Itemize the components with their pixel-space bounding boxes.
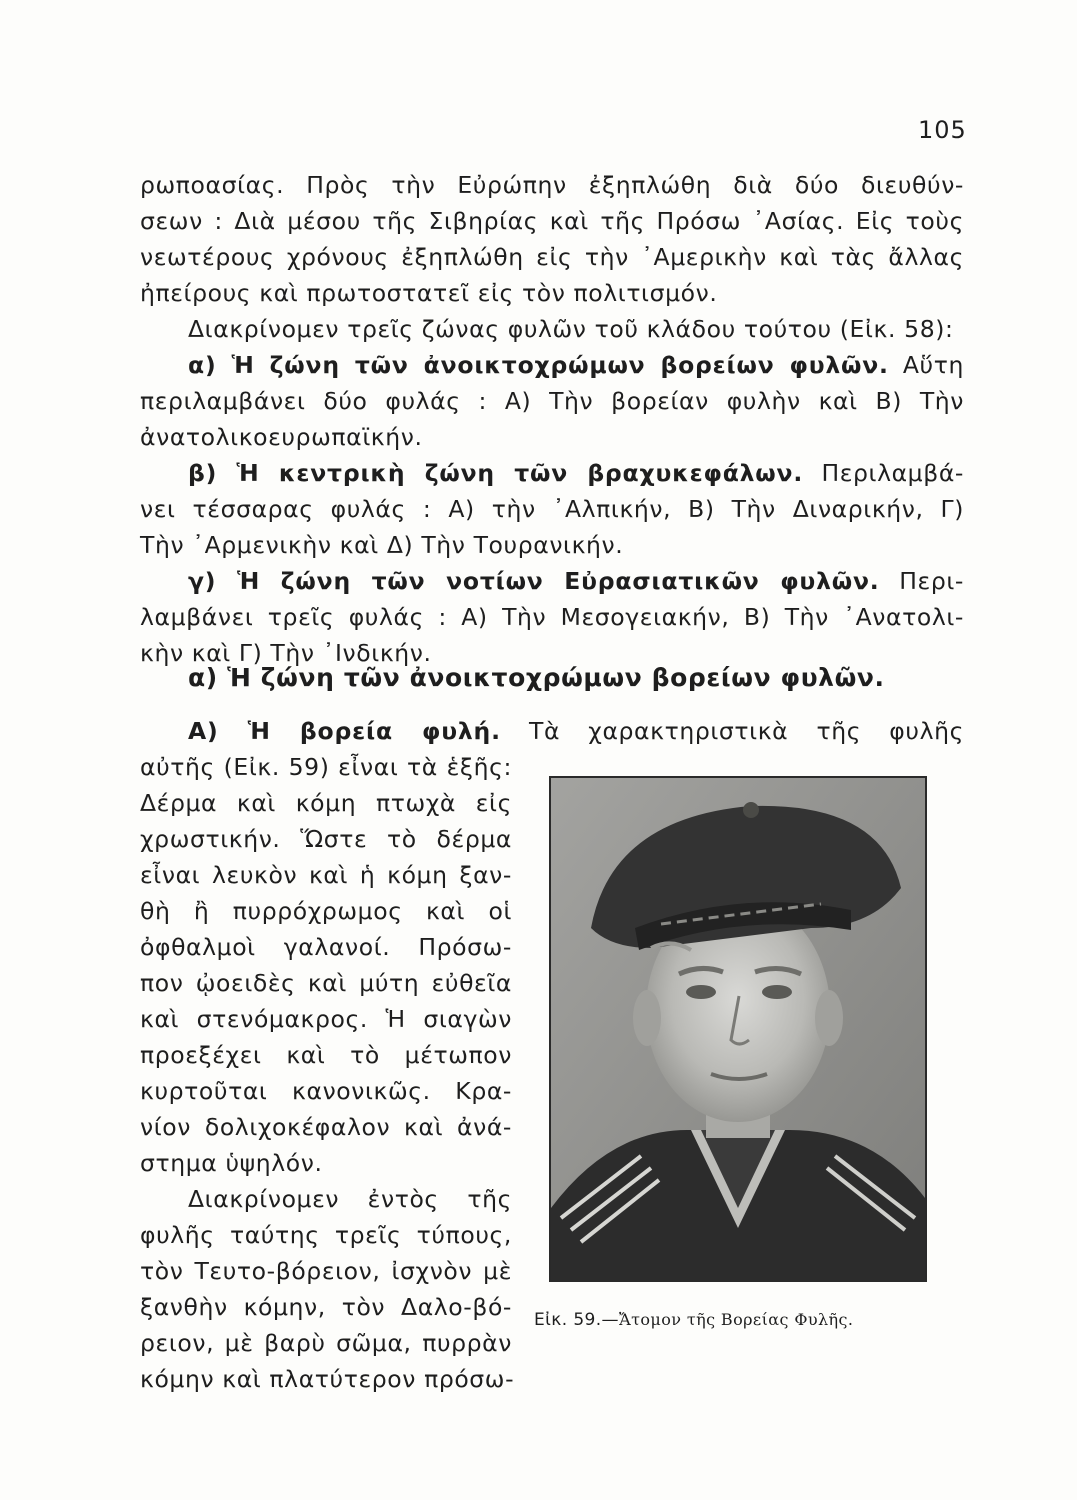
text-line: κόμην καὶ πλατύτερον πρόσω- (140, 1365, 515, 1393)
northern-race-title: Α) Ἡ βορεία φυλή. (188, 717, 501, 745)
zone-b-title: β) Ἡ κεντρικὴ ζώνη τῶν βραχυκεφάλων. (188, 459, 804, 487)
text-line: νει τέσσαρας φυλάς : Α) τὴν ᾽Αλπικήν, Β) Τὴν Διναρικήν, Γ) (140, 495, 964, 523)
zone-a-heading-line (140, 350, 964, 380)
zone-a-text: Αὕτη (902, 351, 964, 379)
text-line: φυλῆς ταύτης τρεῖς τύπους, (140, 1221, 512, 1249)
zone-c-text: Περι- (899, 567, 964, 595)
text-line: λαμβάνει τρεῖς φυλάς : Α) Τὴν Μεσογειακήν, Β) Τὴν ᾽Ανατολι- (140, 603, 964, 631)
figure-caption (534, 1310, 853, 1330)
text-line: ρειον, μὲ βαρὺ σῶμα, πυρρὰν (140, 1329, 512, 1357)
text-line: καὶ στενόμακρος. Ἡ σιαγὼν (140, 1005, 512, 1033)
text-line: νίον δολιχοκέφαλον καὶ ἀνά- (140, 1113, 512, 1141)
text-line: νεωτέρους χρόνους ἐξηπλώθη εἰς τὴν ᾽Αμερικὴν καὶ τὰς ἄλλας (140, 243, 964, 271)
section-heading: α) Ἡ ζώνη τῶν ἀνοικτοχρώμων βορείων φυλῶν. (188, 663, 885, 692)
text-line: ἀνατολικοευρωπαϊκήν. (140, 423, 423, 451)
text-line: ἠπείρους καὶ πρωτοστατεῖ εἰς τὸν πολιτισμόν. (140, 279, 718, 307)
text-line: στημα ὑψηλόν. (140, 1149, 323, 1177)
text-line: τὸν Τευτο-βόρειον, ἰσχνὸν μὲ (140, 1257, 512, 1285)
sailor-portrait-illustration (551, 778, 925, 1280)
page-number: 105 (918, 116, 967, 144)
text-line: ξανθὴν κόμην, τὸν Δαλο-βό- (140, 1293, 512, 1321)
zone-a-title: α) Ἡ ζώνη τῶν ἀνοικτοχρώμων βορείων φυλῶν. (188, 351, 889, 379)
figure-caption-text: Ἄτομον τῆς Βορείας Φυλῆς. (618, 1310, 854, 1329)
zone-c-title: γ) Ἡ ζώνη τῶν νοτίων Εὐρασιατικῶν φυλῶν. (188, 567, 880, 595)
sailor-portrait-photo (549, 776, 927, 1282)
text-line: πον ᾠοειδὲς καὶ μύτη εὐθεῖα (140, 969, 512, 997)
text-line: εἶναι λευκὸν καὶ ἡ κόμη ξαν- (140, 861, 512, 889)
text-line: Διακρίνομεν ἐντὸς τῆς (188, 1185, 512, 1213)
text-line: Τὴν ᾽Αρμενικὴν καὶ Δ) Τὴν Τουρανικήν. (140, 531, 624, 559)
text-line: προεξέχει καὶ τὸ μέτωπον (140, 1041, 512, 1069)
zone-c-heading-line (140, 566, 964, 596)
figure-label: Εἰκ. 59.— (534, 1310, 619, 1330)
text-line: σεων : Διὰ μέσου τῆς Σιβηρίας καὶ τῆς Πρόσω ᾽Ασίας. Εἰς τοὺς (140, 207, 964, 235)
text-line: χρωστικήν. Ὥστε τὸ δέρμα (140, 825, 512, 853)
northern-race-heading-line (140, 716, 964, 746)
text-line: περιλαμβάνει δύο φυλάς : Α) Τὴν βορείαν φυλὴν καὶ Β) Τὴν (140, 387, 964, 415)
text-line: αὐτῆς (Εἰκ. 59) εἶναι τὰ ἑξῆς: (140, 753, 512, 781)
text-line: Δέρμα καὶ κόμη πτωχὰ εἰς (140, 789, 512, 817)
text-line: θὴ ἢ πυρρόχρωμος καὶ οἱ (140, 897, 512, 925)
northern-race-text: Τὰ χαρακτηριστικὰ τῆς φυλῆς (529, 717, 964, 745)
text-line: κυρτοῦται κανονικῶς. Κρα- (140, 1077, 512, 1105)
text-line: κὴν καὶ Γ) Τὴν ᾽Ινδικήν. (140, 639, 432, 667)
text-line: ὀφθαλμοὶ γαλανοί. Πρόσω- (140, 933, 512, 961)
zone-b-text: Περιλαμβά- (821, 459, 964, 487)
text-line: ρωποασίας. Πρὸς τὴν Εὐρώπην ἐξηπλώθη διὰ δύο διευθύν- (140, 171, 964, 199)
zone-b-heading-line (140, 458, 964, 488)
zones-intro: Διακρίνομεν τρεῖς ζώνας φυλῶν τοῦ κλάδου τούτου (Εἰκ. 58): (188, 315, 954, 343)
